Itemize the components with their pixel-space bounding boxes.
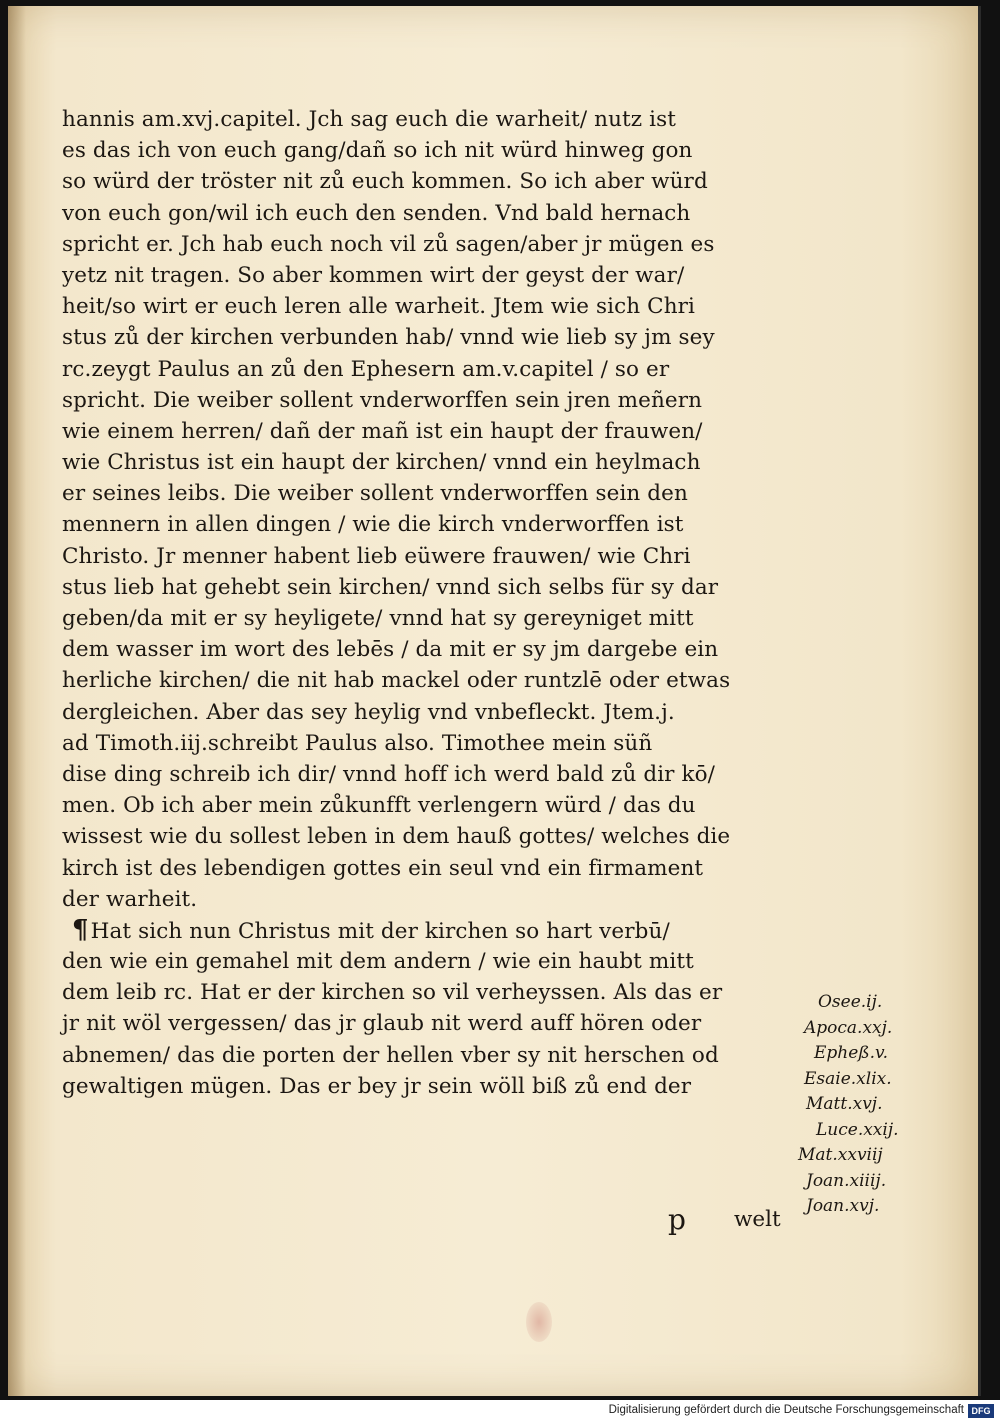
margin-note: Luce.xxij. (816, 1119, 899, 1140)
margin-note: Mat.xxviij (798, 1145, 883, 1165)
main-text-block (62, 104, 790, 1102)
marginal-references (798, 990, 938, 1220)
margin-note: Joan.xvj. (806, 1196, 880, 1216)
text-line: dem wasser im wort des lebēs / da mit er sy jm dargebe ein (62, 637, 719, 663)
dfg-logo: DFG (968, 1404, 994, 1418)
text-line: men. Ob ich aber mein zůkunfft verlengern würd / das du (62, 793, 696, 819)
text-line: Christo. Jr menner habent lieb eüwere frauwen/ wie Chri (62, 543, 691, 569)
page-foot (62, 1204, 790, 1236)
paragraph-first-line (62, 915, 790, 946)
margin-note: Matt.xvj. (806, 1094, 883, 1114)
margin-note: Osee.ij. (818, 992, 883, 1012)
text-line: jr nit wöl vergessen/ das jr glaub nit werd auff hören oder (62, 1011, 702, 1037)
text-line: kirch ist des lebendigen gottes ein seul vnd ein firmament (62, 855, 704, 881)
text-line: gewaltigen mügen. Das er bey jr sein wöll biß zů end der (62, 1073, 692, 1099)
text-line: abnemen/ das die porten der hellen vber sy nit herschen od (62, 1042, 719, 1068)
margin-note: Esaie.xlix. (804, 1068, 892, 1089)
text-line: wissest wie du sollest leben in dem hauß gottes/ welches die (62, 824, 731, 850)
text-line: rc.zeygt Paulus an zů den Ephesern am.v.capitel / so er (62, 356, 670, 382)
paragraph-mark: ¶ (72, 914, 89, 945)
text-line: stus zů der kirchen verbunden hab/ vnnd wie lieb sy jm sey (62, 325, 715, 351)
text-line: den wie ein gemahel mit dem andern / wie ein haubt mitt (62, 949, 694, 975)
margin-note: Apoca.xxj. (804, 1017, 893, 1038)
text-line: so würd der tröster nit zů euch kommen. So ich aber würd (62, 169, 708, 195)
text-line: wie einem herren/ dañ der mañ ist ein haupt der frauwen/ (62, 418, 703, 444)
text-line: dergleichen. Aber das sey heylig vnd vnbefleckt. Jtem.j. (62, 699, 675, 725)
text-line: heit/so wirt er euch leren alle warheit. Jtem wie sich Chri (62, 294, 695, 320)
text-line-content: Hat sich nun Christus mit der kirchen so hart verbū/ (90, 918, 670, 944)
text-line: es das ich von euch gang/dañ so ich nit würd hinweg gon (62, 138, 693, 164)
margin-note: Joan.xiiij. (806, 1170, 887, 1191)
text-line: wie Christus ist ein haupt der kirchen/ vnnd ein heylmach (62, 450, 701, 476)
text-line: der warheit. (62, 886, 198, 912)
catchword: welt (734, 1207, 781, 1232)
text-line: dise ding schreib ich dir/ vnnd hoff ich werd bald zů dir kō/ (62, 761, 716, 787)
funding-credit: Digitalisierung gefördert durch die Deutsche Forschungsgemeinschaft (608, 1404, 964, 1416)
text-line: spricht. Die weiber sollent vnderworffen sein jren meñern (62, 387, 703, 413)
text-line: von euch gon/wil ich euch den senden. Vnd bald hernach (62, 200, 691, 226)
margin-note: Epheß.v. (814, 1043, 889, 1063)
text-line: stus lieb hat gehebt sein kirchen/ vnnd sich selbs für sy dar (62, 574, 719, 600)
text-line: spricht er. Jch hab euch noch vil zů sagen/aber jr mügen es (62, 231, 715, 257)
text-line: ad Timoth.iij.schreibt Paulus also. Timothee mein süñ (62, 730, 653, 756)
text-line: mennern in allen dingen / wie die kirch vnderworffen ist (62, 512, 684, 538)
signature-mark: p (668, 1203, 686, 1236)
text-line: dem leib rc. Hat er der kirchen so vil verheyssen. Als das er (62, 980, 723, 1006)
text-line: yetz nit tragen. So aber kommen wirt der geyst der war/ (62, 262, 685, 288)
text-line: geben/da mit er sy heyligete/ vnnd hat sy gereyniget mitt (62, 606, 694, 631)
gutter-shadow (8, 6, 26, 1396)
text-line: herliche kirchen/ die nit hab mackel oder runtzlē oder etwas (62, 668, 731, 694)
text-line: hannis am.xvj.capitel. Jch sag euch die warheit/ nutz ist (62, 107, 677, 132)
paper-stain (526, 1302, 552, 1342)
text-line: er seines leibs. Die weiber sollent vnderworffen sein den (62, 481, 688, 507)
